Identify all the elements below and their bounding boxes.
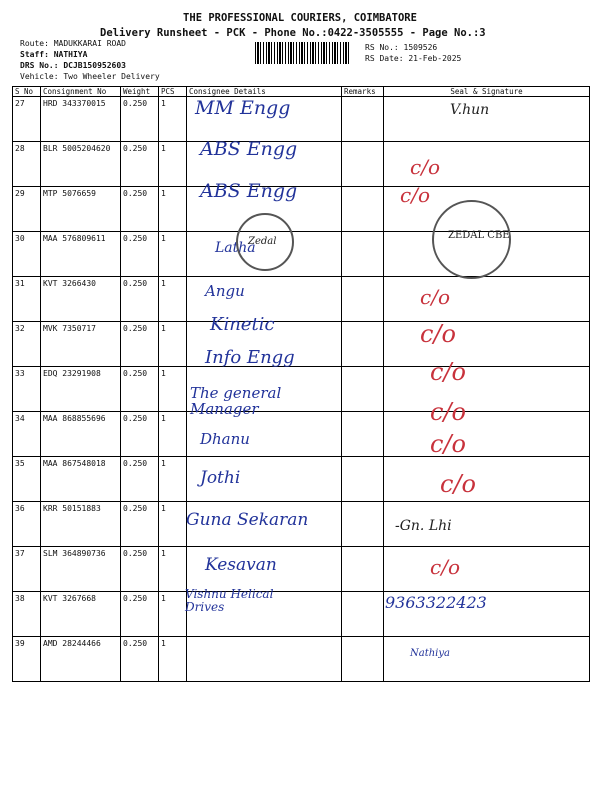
hw-consignee-27: MM Engg: [195, 97, 291, 119]
runsheet-subtitle: Delivery Runsheet - PCK - Phone No.:0422-3505555 - Page No.:3: [100, 27, 486, 39]
cell-sno: 28: [13, 142, 41, 187]
cell-pcs: 1: [159, 547, 187, 592]
cell-remarks: [342, 142, 384, 187]
cell-weight: 0.250: [121, 232, 159, 277]
col-pcs: PCS: [159, 87, 187, 97]
cell-weight: 0.250: [121, 457, 159, 502]
cell-consignment-no: MVK 7350717: [41, 322, 121, 367]
rs-number: RS No.: 1509526: [365, 43, 438, 52]
hw-sign-38: c/o: [430, 555, 460, 579]
cell-pcs: 1: [159, 142, 187, 187]
cell-remarks: [342, 457, 384, 502]
cell-remarks: [342, 502, 384, 547]
hw-consignee-37: Guna Sekaran: [186, 510, 309, 530]
col-consignee: Consignee Details: [187, 87, 342, 97]
cell-weight: 0.250: [121, 637, 159, 682]
cell-pcs: 1: [159, 457, 187, 502]
cell-consignment-no: MAA 868855696: [41, 412, 121, 457]
hw-sign-27: V.hun: [450, 102, 490, 118]
col-seal-signature: Seal & Signature: [384, 87, 590, 97]
seal-right-text: ZEDAL CBE: [448, 230, 510, 241]
vehicle-label: Vehicle: Two Wheeler Delivery: [20, 72, 160, 81]
staff-label: Staff: NATHIYA: [20, 50, 88, 59]
col-sno: S No: [13, 87, 41, 97]
col-remarks: Remarks: [342, 87, 384, 97]
cell-weight: 0.250: [121, 322, 159, 367]
cell-sno: 31: [13, 277, 41, 322]
hw-consignee-33: Info Engg: [205, 347, 295, 368]
cell-remarks: [342, 547, 384, 592]
hw-consignee-35: Dhanu: [200, 430, 250, 448]
table-row: [13, 457, 590, 502]
cell-sno: 34: [13, 412, 41, 457]
document-title: THE PROFESSIONAL COURIERS, COIMBATORE: [183, 12, 417, 24]
cell-pcs: 1: [159, 637, 187, 682]
hw-consignee-39: Vishnu Helical Drives: [185, 587, 274, 614]
hw-sign-32: c/o: [420, 320, 456, 348]
cell-seal-signature: [384, 457, 590, 502]
cell-sno: 38: [13, 592, 41, 637]
cell-consignment-no: KRR 50151883: [41, 502, 121, 547]
cell-weight: 0.250: [121, 367, 159, 412]
table-row: [13, 322, 590, 367]
cell-pcs: 1: [159, 97, 187, 142]
cell-remarks: [342, 277, 384, 322]
cell-consignment-no: HRD 343370015: [41, 97, 121, 142]
hw-consignee-34: The general Manager: [190, 384, 282, 418]
drs-label: DRS No.: DCJB150952603: [20, 61, 126, 70]
hw-sign-37: -Gn. Lhi: [395, 518, 452, 534]
cell-pcs: 1: [159, 592, 187, 637]
footer-signature: Nathiya: [410, 648, 450, 659]
hw-consignee-29: ABS Engg: [200, 180, 298, 202]
cell-remarks: [342, 232, 384, 277]
table-row: [13, 412, 590, 457]
hw-sign-35: c/o: [430, 430, 466, 458]
table-header-row: [13, 87, 590, 97]
cell-weight: 0.250: [121, 142, 159, 187]
table-row: [13, 637, 590, 682]
cell-weight: 0.250: [121, 547, 159, 592]
cell-sno: 27: [13, 97, 41, 142]
route-label: Route: MADUKKARAI ROAD: [20, 39, 126, 48]
table-row: [13, 142, 590, 187]
cell-remarks: [342, 637, 384, 682]
cell-weight: 0.250: [121, 187, 159, 232]
cell-seal-signature: [384, 637, 590, 682]
hw-consignee-30: Latha: [215, 240, 256, 256]
cell-pcs: 1: [159, 277, 187, 322]
cell-pcs: 1: [159, 367, 187, 412]
cell-weight: 0.250: [121, 412, 159, 457]
cell-sno: 39: [13, 637, 41, 682]
hw-sign-34: c/o: [430, 398, 466, 426]
cell-weight: 0.250: [121, 97, 159, 142]
table-row: [13, 277, 590, 322]
cell-seal-signature: [384, 277, 590, 322]
cell-seal-signature: [384, 322, 590, 367]
cell-sno: 37: [13, 547, 41, 592]
cell-consignment-no: MTP 5076659: [41, 187, 121, 232]
cell-seal-signature: [384, 412, 590, 457]
table-row: [13, 592, 590, 637]
cell-remarks: [342, 187, 384, 232]
cell-pcs: 1: [159, 502, 187, 547]
cell-sno: 36: [13, 502, 41, 547]
col-weight: Weight: [121, 87, 159, 97]
cell-consignment-no: SLM 364890736: [41, 547, 121, 592]
hw-sign-28: c/o: [410, 155, 440, 179]
cell-seal-signature: [384, 367, 590, 412]
cell-consignment-no: KVT 3267668: [41, 592, 121, 637]
cell-remarks: [342, 367, 384, 412]
hw-consignee-32: Kinetic: [210, 314, 275, 335]
hw-sign-39: 9363322423: [385, 593, 487, 612]
cell-consignment-no: MAA 867548018: [41, 457, 121, 502]
cell-consignment-no: EDQ 23291908: [41, 367, 121, 412]
cell-consignment-no: MAA 576809611: [41, 232, 121, 277]
cell-remarks: [342, 592, 384, 637]
cell-sno: 29: [13, 187, 41, 232]
cell-consignment-no: AMD 28244466: [41, 637, 121, 682]
cell-seal-signature: [384, 547, 590, 592]
cell-remarks: [342, 412, 384, 457]
rs-date: RS Date: 21-Feb-2025: [365, 54, 462, 63]
hw-consignee-28: ABS Engg: [200, 138, 298, 160]
hw-sign-33: c/o: [430, 358, 466, 386]
cell-consignment-no: KVT 3266430: [41, 277, 121, 322]
cell-weight: 0.250: [121, 502, 159, 547]
hw-consignee-31: Angu: [205, 282, 245, 300]
cell-pcs: 1: [159, 187, 187, 232]
col-consignment: Consignment No: [41, 87, 121, 97]
seal-left-text: Zedal: [248, 236, 277, 247]
cell-consignment-no: BLR 5005204620: [41, 142, 121, 187]
cell-pcs: 1: [159, 412, 187, 457]
cell-sno: 35: [13, 457, 41, 502]
cell-sno: 30: [13, 232, 41, 277]
cell-remarks: [342, 322, 384, 367]
hw-sign-29: c/o: [400, 183, 430, 207]
cell-consignee: [187, 637, 342, 682]
barcode: [255, 42, 350, 64]
table-row: [13, 547, 590, 592]
hw-sign-36: c/o: [440, 470, 476, 498]
hw-consignee-38: Kesavan: [205, 555, 277, 575]
hw-consignee-36: Jothi: [200, 468, 241, 488]
cell-sno: 32: [13, 322, 41, 367]
runsheet-table: [12, 86, 590, 682]
cell-remarks: [342, 97, 384, 142]
cell-pcs: 1: [159, 232, 187, 277]
table-row: [13, 97, 590, 142]
cell-sno: 33: [13, 367, 41, 412]
cell-pcs: 1: [159, 322, 187, 367]
cell-weight: 0.250: [121, 592, 159, 637]
hw-sign-31: c/o: [420, 285, 450, 309]
cell-weight: 0.250: [121, 277, 159, 322]
